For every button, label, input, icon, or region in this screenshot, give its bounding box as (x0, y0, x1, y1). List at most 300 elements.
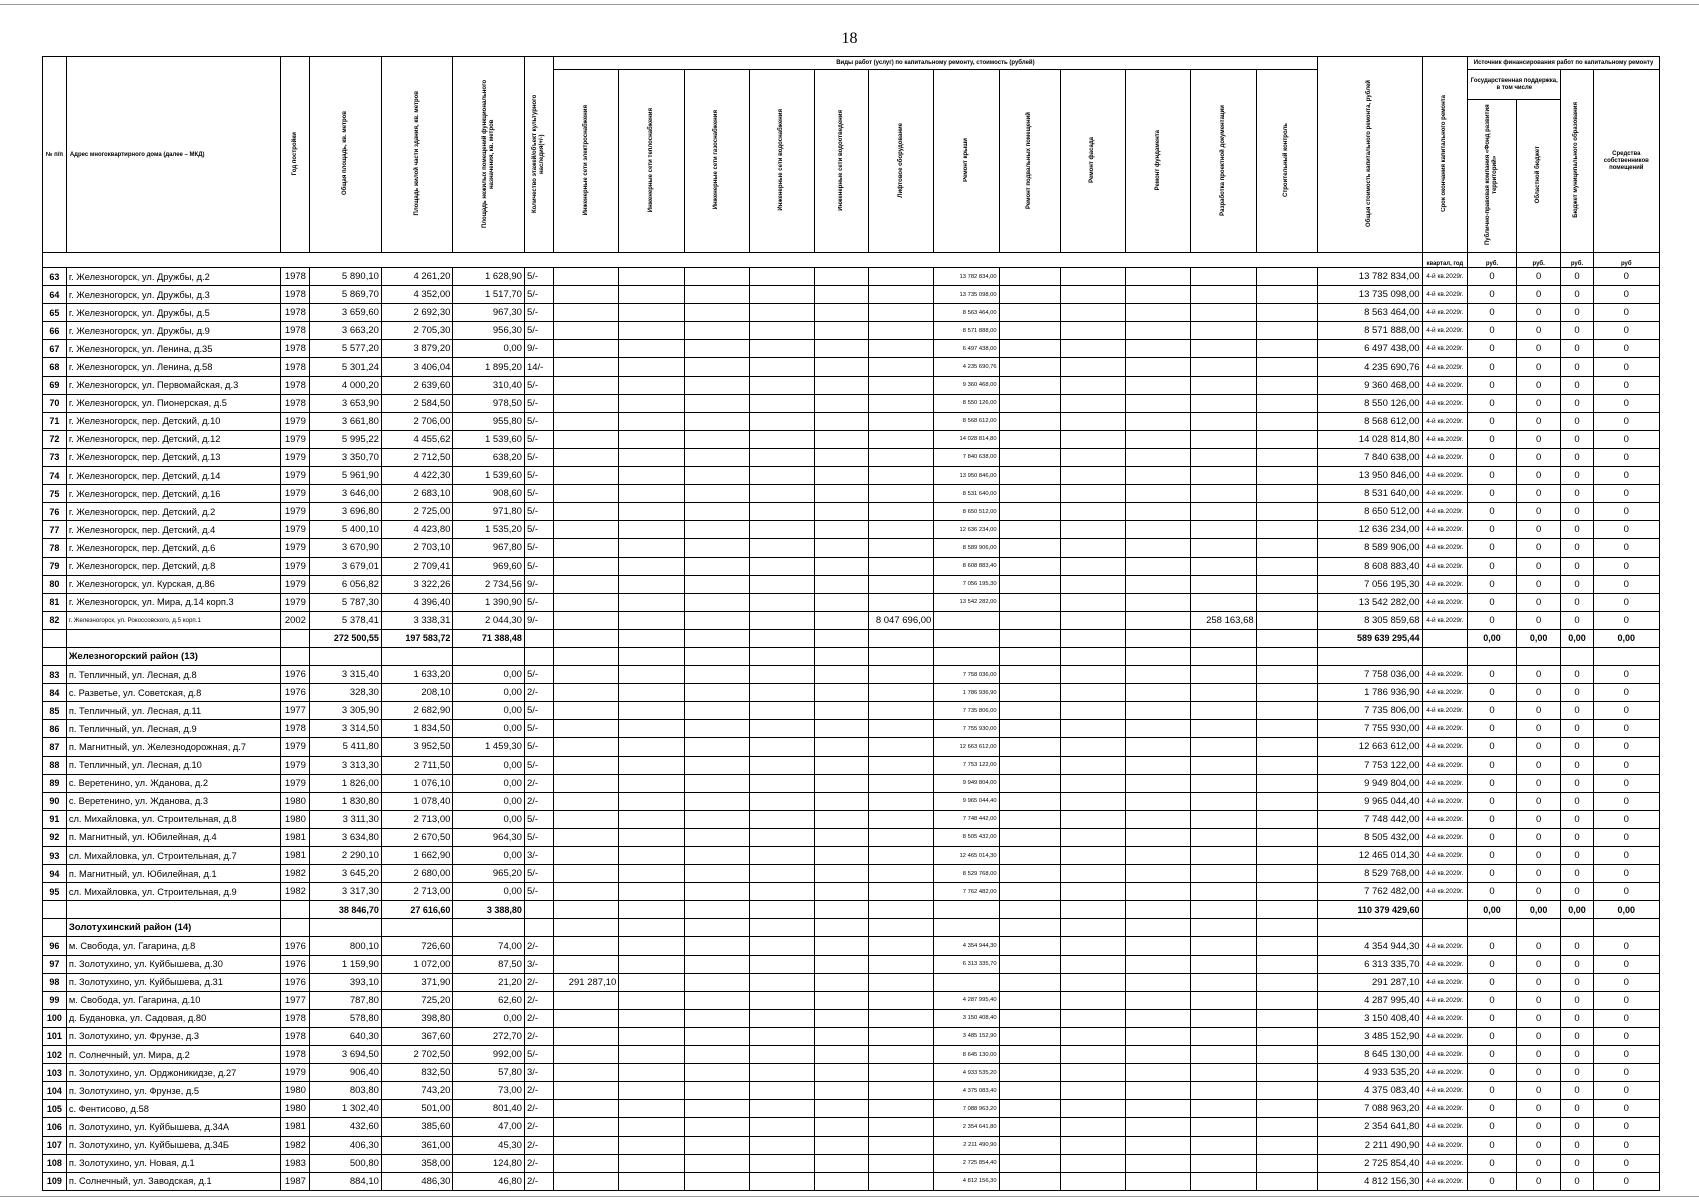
subtotal-blank (524, 901, 553, 919)
row-work-gas (684, 756, 749, 774)
row-work-facade (1060, 503, 1125, 521)
row-address: г. Железногорск, ул. Ленина, д.58 (66, 358, 281, 376)
table-row (43, 611, 1660, 629)
row-work-sewer (815, 702, 869, 720)
row-work-lift (869, 521, 934, 539)
subtotal-living-area: 27 616,60 (381, 901, 453, 919)
row-work-lift (869, 828, 934, 846)
row-work-facade (1060, 430, 1125, 448)
row-living-area: 358,00 (381, 1154, 453, 1172)
row-work-gas (684, 539, 749, 557)
row-work-sewer (815, 412, 869, 430)
row-work-water (749, 847, 814, 865)
row-fin-value: 0 (1468, 358, 1517, 376)
row-fin-value: 0 (1593, 430, 1659, 448)
row-work-control (1256, 1027, 1317, 1045)
row-address: г. Железногорск, пер. Детский, д.8 (66, 557, 281, 575)
table-row (43, 467, 1660, 485)
row-number: 76 (43, 503, 67, 521)
row-work-facade (1060, 738, 1125, 756)
row-fin-value: 0 (1561, 810, 1593, 828)
row-living-area: 3 406,04 (381, 358, 453, 376)
table-row (43, 828, 1660, 846)
row-living-area: 2 712,50 (381, 448, 453, 466)
subtotal-blank (1256, 629, 1317, 647)
row-work-facade (1060, 955, 1125, 973)
row-fin-value: 0 (1561, 412, 1593, 430)
row-living-area: 4 455,62 (381, 430, 453, 448)
row-fin-value: 0 (1561, 485, 1593, 503)
row-year: 1979 (281, 575, 310, 593)
table-row (43, 340, 1660, 358)
subtotal-blank (815, 901, 869, 919)
row-fin-value: 0 (1516, 720, 1561, 738)
row-work-lift: 8 047 696,00 (869, 611, 934, 629)
row-work-heat (619, 666, 684, 684)
row-work-control (1256, 684, 1317, 702)
row-number: 96 (43, 937, 67, 955)
row-number: 101 (43, 1027, 67, 1045)
row-work-gas (684, 521, 749, 539)
row-work-control (1256, 467, 1317, 485)
row-address: г. Железногорск, ул. Рокоссовского, д.5 корп.1 (66, 611, 281, 629)
row-total-area: 884,10 (310, 1172, 382, 1190)
row-work-foundation (1126, 521, 1191, 539)
row-living-area: 1 076,10 (381, 774, 453, 792)
row-total-cost: 14 028 814,80 (1317, 430, 1422, 448)
row-total-area: 5 869,70 (310, 286, 382, 304)
row-term: 4-й кв.2029г. (1422, 575, 1468, 593)
row-fin-value: 0 (1516, 358, 1561, 376)
row-work-design (1191, 810, 1256, 828)
row-total-cost: 8 645 130,00 (1317, 1046, 1422, 1064)
row-work-water (749, 810, 814, 828)
row-work-basement (999, 1136, 1060, 1154)
district-name: Железногорский район (13) (66, 647, 281, 665)
row-living-area: 367,60 (381, 1027, 453, 1045)
row-nonliving-area: 1 535,20 (453, 521, 525, 539)
row-total-cost: 4 812 156,30 (1317, 1172, 1422, 1190)
row-nonliving-area: 1 517,70 (453, 286, 525, 304)
row-work-water (749, 286, 814, 304)
row-work-foundation (1126, 412, 1191, 430)
table-row (43, 1046, 1660, 1064)
row-work-control (1256, 666, 1317, 684)
row-work-control (1256, 1100, 1317, 1118)
row-total-area: 5 890,10 (310, 268, 382, 286)
row-year: 1981 (281, 1118, 310, 1136)
row-living-area: 743,20 (381, 1082, 453, 1100)
row-work-lift (869, 503, 934, 521)
row-work-control (1256, 322, 1317, 340)
district-row (43, 919, 1660, 937)
row-living-area: 2 692,30 (381, 304, 453, 322)
row-total-cost: 13 735 098,00 (1317, 286, 1422, 304)
row-work-foundation (1126, 268, 1191, 286)
row-work-foundation (1126, 593, 1191, 611)
row-work-elec (553, 1100, 618, 1118)
row-fin-value: 0 (1468, 792, 1517, 810)
row-fin-value: 0 (1468, 593, 1517, 611)
row-work-lift (869, 1082, 934, 1100)
row-term: 4-й кв.2029г. (1422, 394, 1468, 412)
row-fin-value: 0 (1516, 792, 1561, 810)
row-work-lift (869, 774, 934, 792)
row-work-gas (684, 847, 749, 865)
row-work-elec (553, 702, 618, 720)
row-total-area: 3 317,30 (310, 883, 382, 901)
row-nonliving-area: 46,80 (453, 1172, 525, 1190)
row-floors: 2/- (524, 1009, 553, 1027)
subtotal-blank (619, 901, 684, 919)
row-work-water (749, 883, 814, 901)
subtotal-fin-value: 0,00 (1468, 629, 1517, 647)
row-work-water (749, 503, 814, 521)
row-total-cost: 7 735 806,00 (1317, 702, 1422, 720)
row-work-sewer (815, 1027, 869, 1045)
row-total-cost: 291 287,10 (1317, 973, 1422, 991)
row-work-water (749, 593, 814, 611)
row-living-area: 2 703,10 (381, 539, 453, 557)
row-fin-value: 0 (1468, 611, 1517, 629)
row-work-gas (684, 394, 749, 412)
row-work-basement (999, 593, 1060, 611)
row-nonliving-area: 2 734,56 (453, 575, 525, 593)
row-fin-value: 0 (1593, 340, 1659, 358)
row-work-lift (869, 847, 934, 865)
row-work-gas (684, 286, 749, 304)
subtotal-blank (749, 901, 814, 919)
row-work-facade (1060, 973, 1125, 991)
row-living-area: 2 683,10 (381, 485, 453, 503)
row-number: 105 (43, 1100, 67, 1118)
row-work-basement (999, 430, 1060, 448)
row-total-area: 3 670,90 (310, 539, 382, 557)
row-work-heat (619, 358, 684, 376)
row-work-water (749, 973, 814, 991)
row-address: м. Свобода, ул. Гагарина, д.8 (66, 937, 281, 955)
row-living-area: 4 422,30 (381, 467, 453, 485)
row-total-area: 3 696,80 (310, 503, 382, 521)
row-fin-value: 0 (1468, 955, 1517, 973)
row-fin-value: 0 (1468, 557, 1517, 575)
row-fin-value: 0 (1593, 448, 1659, 466)
row-work-elec (553, 412, 618, 430)
row-work-roof: 7 840 638,00 (934, 448, 999, 466)
row-floors: 5/- (524, 539, 553, 557)
row-fin-value: 0 (1516, 467, 1561, 485)
row-nonliving-area: 956,30 (453, 322, 525, 340)
row-living-area: 2 706,00 (381, 412, 453, 430)
row-year: 1976 (281, 955, 310, 973)
row-address: г. Железногорск, ул. Первомайская, д.3 (66, 376, 281, 394)
subtotal-blank (553, 901, 618, 919)
row-work-lift (869, 1064, 934, 1082)
row-work-control (1256, 1118, 1317, 1136)
row-year: 1980 (281, 810, 310, 828)
row-work-water (749, 467, 814, 485)
row-number: 75 (43, 485, 67, 503)
row-work-roof: 12 465 014,30 (934, 847, 999, 865)
row-total-area: 5 961,90 (310, 467, 382, 485)
row-work-gas (684, 575, 749, 593)
row-work-design (1191, 1136, 1256, 1154)
row-work-roof: 8 529 768,00 (934, 865, 999, 883)
row-work-gas (684, 774, 749, 792)
row-living-area: 2 682,90 (381, 702, 453, 720)
row-term: 4-й кв.2029г. (1422, 322, 1468, 340)
row-work-sewer (815, 593, 869, 611)
row-work-sewer (815, 1009, 869, 1027)
row-floors: 5/- (524, 304, 553, 322)
row-work-gas (684, 358, 749, 376)
row-work-roof: 4 933 535,20 (934, 1064, 999, 1082)
row-nonliving-area: 0,00 (453, 847, 525, 865)
row-address: г. Железногорск, пер. Детский, д.4 (66, 521, 281, 539)
row-fin-value: 0 (1593, 467, 1659, 485)
row-work-design (1191, 1100, 1256, 1118)
row-work-heat (619, 1082, 684, 1100)
row-term: 4-й кв.2029г. (1422, 1009, 1468, 1027)
row-fin-value: 0 (1593, 1027, 1659, 1045)
district-blank (684, 919, 749, 937)
row-fin-value: 0 (1561, 865, 1593, 883)
row-floors: 5/- (524, 883, 553, 901)
row-term: 4-й кв.2029г. (1422, 485, 1468, 503)
row-work-water (749, 575, 814, 593)
row-work-lift (869, 304, 934, 322)
row-nonliving-area: 0,00 (453, 810, 525, 828)
row-number: 88 (43, 756, 67, 774)
row-work-facade (1060, 865, 1125, 883)
row-number: 93 (43, 847, 67, 865)
row-work-foundation (1126, 1082, 1191, 1100)
row-work-lift (869, 865, 934, 883)
row-address: г. Железногорск, ул. Дружбы, д.5 (66, 304, 281, 322)
row-fin-value: 0 (1561, 828, 1593, 846)
district-blank (553, 647, 618, 665)
row-work-foundation (1126, 1172, 1191, 1190)
row-work-roof: 7 748 442,00 (934, 810, 999, 828)
subtotal-blank (281, 901, 310, 919)
row-fin-value: 0 (1561, 1064, 1593, 1082)
row-total-cost: 12 663 612,00 (1317, 738, 1422, 756)
header-work-heat: Инженерные сети теплоснабжения (619, 70, 684, 253)
row-work-water (749, 358, 814, 376)
row-fin-value: 0 (1593, 738, 1659, 756)
table-row (43, 268, 1660, 286)
row-floors: 5/- (524, 467, 553, 485)
row-fin-value: 0 (1593, 720, 1659, 738)
row-work-roof: 9 360 468,00 (934, 376, 999, 394)
subtotal-cost: 110 379 429,60 (1317, 901, 1422, 919)
row-year: 1981 (281, 847, 310, 865)
table-row (43, 322, 1660, 340)
header-total-cost: Общая стоимость капитального ремонта, рублей (1317, 57, 1422, 253)
row-number: 91 (43, 810, 67, 828)
row-fin-value: 0 (1593, 828, 1659, 846)
header-work-foundation: Ремонт фундамента (1126, 70, 1191, 253)
district-blank (381, 919, 453, 937)
row-fin-value: 0 (1468, 1118, 1517, 1136)
row-work-design (1191, 448, 1256, 466)
row-year: 1979 (281, 467, 310, 485)
row-total-cost: 12 636 234,00 (1317, 521, 1422, 539)
row-nonliving-area: 801,40 (453, 1100, 525, 1118)
row-work-gas (684, 304, 749, 322)
row-fin-value: 0 (1593, 774, 1659, 792)
row-total-cost: 7 753 122,00 (1317, 756, 1422, 774)
row-term: 4-й кв.2029г. (1422, 1027, 1468, 1045)
row-fin-value: 0 (1593, 1136, 1659, 1154)
row-work-basement (999, 1027, 1060, 1045)
row-work-heat (619, 557, 684, 575)
row-fin-value: 0 (1561, 268, 1593, 286)
district-blank (43, 647, 67, 665)
row-term: 4-й кв.2029г. (1422, 521, 1468, 539)
row-work-water (749, 376, 814, 394)
row-work-design (1191, 973, 1256, 991)
row-work-design (1191, 828, 1256, 846)
row-work-basement (999, 1082, 1060, 1100)
row-work-elec (553, 865, 618, 883)
row-work-basement (999, 1118, 1060, 1136)
row-work-facade (1060, 1046, 1125, 1064)
row-work-design (1191, 412, 1256, 430)
district-blank (1422, 919, 1468, 937)
row-total-area: 6 056,82 (310, 575, 382, 593)
row-work-roof: 12 636 234,00 (934, 521, 999, 539)
row-work-water (749, 955, 814, 973)
row-work-basement (999, 810, 1060, 828)
row-fin-value: 0 (1468, 684, 1517, 702)
row-total-area: 1 830,80 (310, 792, 382, 810)
row-work-design (1191, 340, 1256, 358)
row-work-control (1256, 955, 1317, 973)
row-total-area: 3 661,80 (310, 412, 382, 430)
row-term: 4-й кв.2029г. (1422, 1136, 1468, 1154)
row-work-control (1256, 1046, 1317, 1064)
table-row (43, 593, 1660, 611)
row-total-cost: 8 305 859,68 (1317, 611, 1422, 629)
row-work-control (1256, 756, 1317, 774)
row-work-elec (553, 593, 618, 611)
row-work-lift (869, 268, 934, 286)
row-work-lift (869, 376, 934, 394)
row-year: 1976 (281, 666, 310, 684)
subtotal-blank (869, 901, 934, 919)
row-fin-value: 0 (1468, 1027, 1517, 1045)
header-unit-municipal: руб. (1561, 253, 1593, 268)
row-work-design (1191, 1064, 1256, 1082)
row-fin-value: 0 (1561, 1118, 1593, 1136)
row-work-basement (999, 358, 1060, 376)
row-work-elec (553, 430, 618, 448)
row-floors: 14/- (524, 358, 553, 376)
row-living-area: 398,80 (381, 1009, 453, 1027)
row-work-foundation (1126, 865, 1191, 883)
row-address: г. Железногорск, пер. Детский, д.13 (66, 448, 281, 466)
row-work-water (749, 412, 814, 430)
table-row (43, 1064, 1660, 1082)
row-fin-value: 0 (1468, 847, 1517, 865)
row-fin-value: 0 (1593, 521, 1659, 539)
subtotal-blank (1256, 901, 1317, 919)
row-fin-value: 0 (1561, 358, 1593, 376)
row-fin-value: 0 (1593, 756, 1659, 774)
row-floors: 5/- (524, 485, 553, 503)
row-fin-value: 0 (1468, 756, 1517, 774)
row-work-roof: 6 313 335,70 (934, 955, 999, 973)
row-work-gas (684, 1046, 749, 1064)
row-term: 4-й кв.2029г. (1422, 539, 1468, 557)
row-work-lift (869, 756, 934, 774)
row-address: г. Железногорск, пер. Детский, д.10 (66, 412, 281, 430)
row-work-facade (1060, 412, 1125, 430)
row-fin-value: 0 (1516, 539, 1561, 557)
row-year: 1982 (281, 865, 310, 883)
row-work-elec (553, 467, 618, 485)
row-address: п. Солнечный, ул. Заводская, д.1 (66, 1172, 281, 1190)
row-nonliving-area: 0,00 (453, 792, 525, 810)
row-work-elec (553, 666, 618, 684)
row-fin-value: 0 (1593, 810, 1659, 828)
row-work-water (749, 448, 814, 466)
row-term: 4-й кв.2029г. (1422, 304, 1468, 322)
row-work-elec: 291 287,10 (553, 973, 618, 991)
row-term: 4-й кв.2029г. (1422, 991, 1468, 1009)
district-blank (999, 919, 1060, 937)
row-work-roof: 7 762 482,00 (934, 883, 999, 901)
row-nonliving-area: 47,00 (453, 1118, 525, 1136)
row-work-control (1256, 394, 1317, 412)
row-work-roof: 8 608 883,40 (934, 557, 999, 575)
row-address: сл. Михайловка, ул. Строительная, д.7 (66, 847, 281, 865)
row-work-design (1191, 1118, 1256, 1136)
row-work-gas (684, 1118, 749, 1136)
row-work-sewer (815, 286, 869, 304)
row-term: 4-й кв.2029г. (1422, 774, 1468, 792)
row-work-foundation (1126, 485, 1191, 503)
district-blank (1256, 647, 1317, 665)
row-work-foundation (1126, 1118, 1191, 1136)
row-work-heat (619, 485, 684, 503)
row-fin-value: 0 (1593, 539, 1659, 557)
row-work-foundation (1126, 666, 1191, 684)
row-floors: 2/- (524, 1082, 553, 1100)
row-number: 109 (43, 1172, 67, 1190)
header-works-group: Виды работ (услуг) по капитальному ремонту, стоимость (рублей) (553, 57, 1317, 70)
row-work-facade (1060, 448, 1125, 466)
header-work-roof: Ремонт крыши (934, 70, 999, 253)
row-floors: 5/- (524, 865, 553, 883)
row-work-lift (869, 955, 934, 973)
row-work-control (1256, 412, 1317, 430)
row-work-foundation (1126, 810, 1191, 828)
district-blank (1126, 919, 1191, 937)
district-blank (310, 919, 382, 937)
row-work-roof: 7 088 963,20 (934, 1100, 999, 1118)
row-work-water (749, 720, 814, 738)
row-work-heat (619, 304, 684, 322)
row-fin-value: 0 (1468, 865, 1517, 883)
row-floors: 2/- (524, 1118, 553, 1136)
table-row (43, 666, 1660, 684)
row-work-foundation (1126, 448, 1191, 466)
district-blank (1317, 919, 1422, 937)
row-term: 4-й кв.2029г. (1422, 1100, 1468, 1118)
row-work-elec (553, 847, 618, 865)
